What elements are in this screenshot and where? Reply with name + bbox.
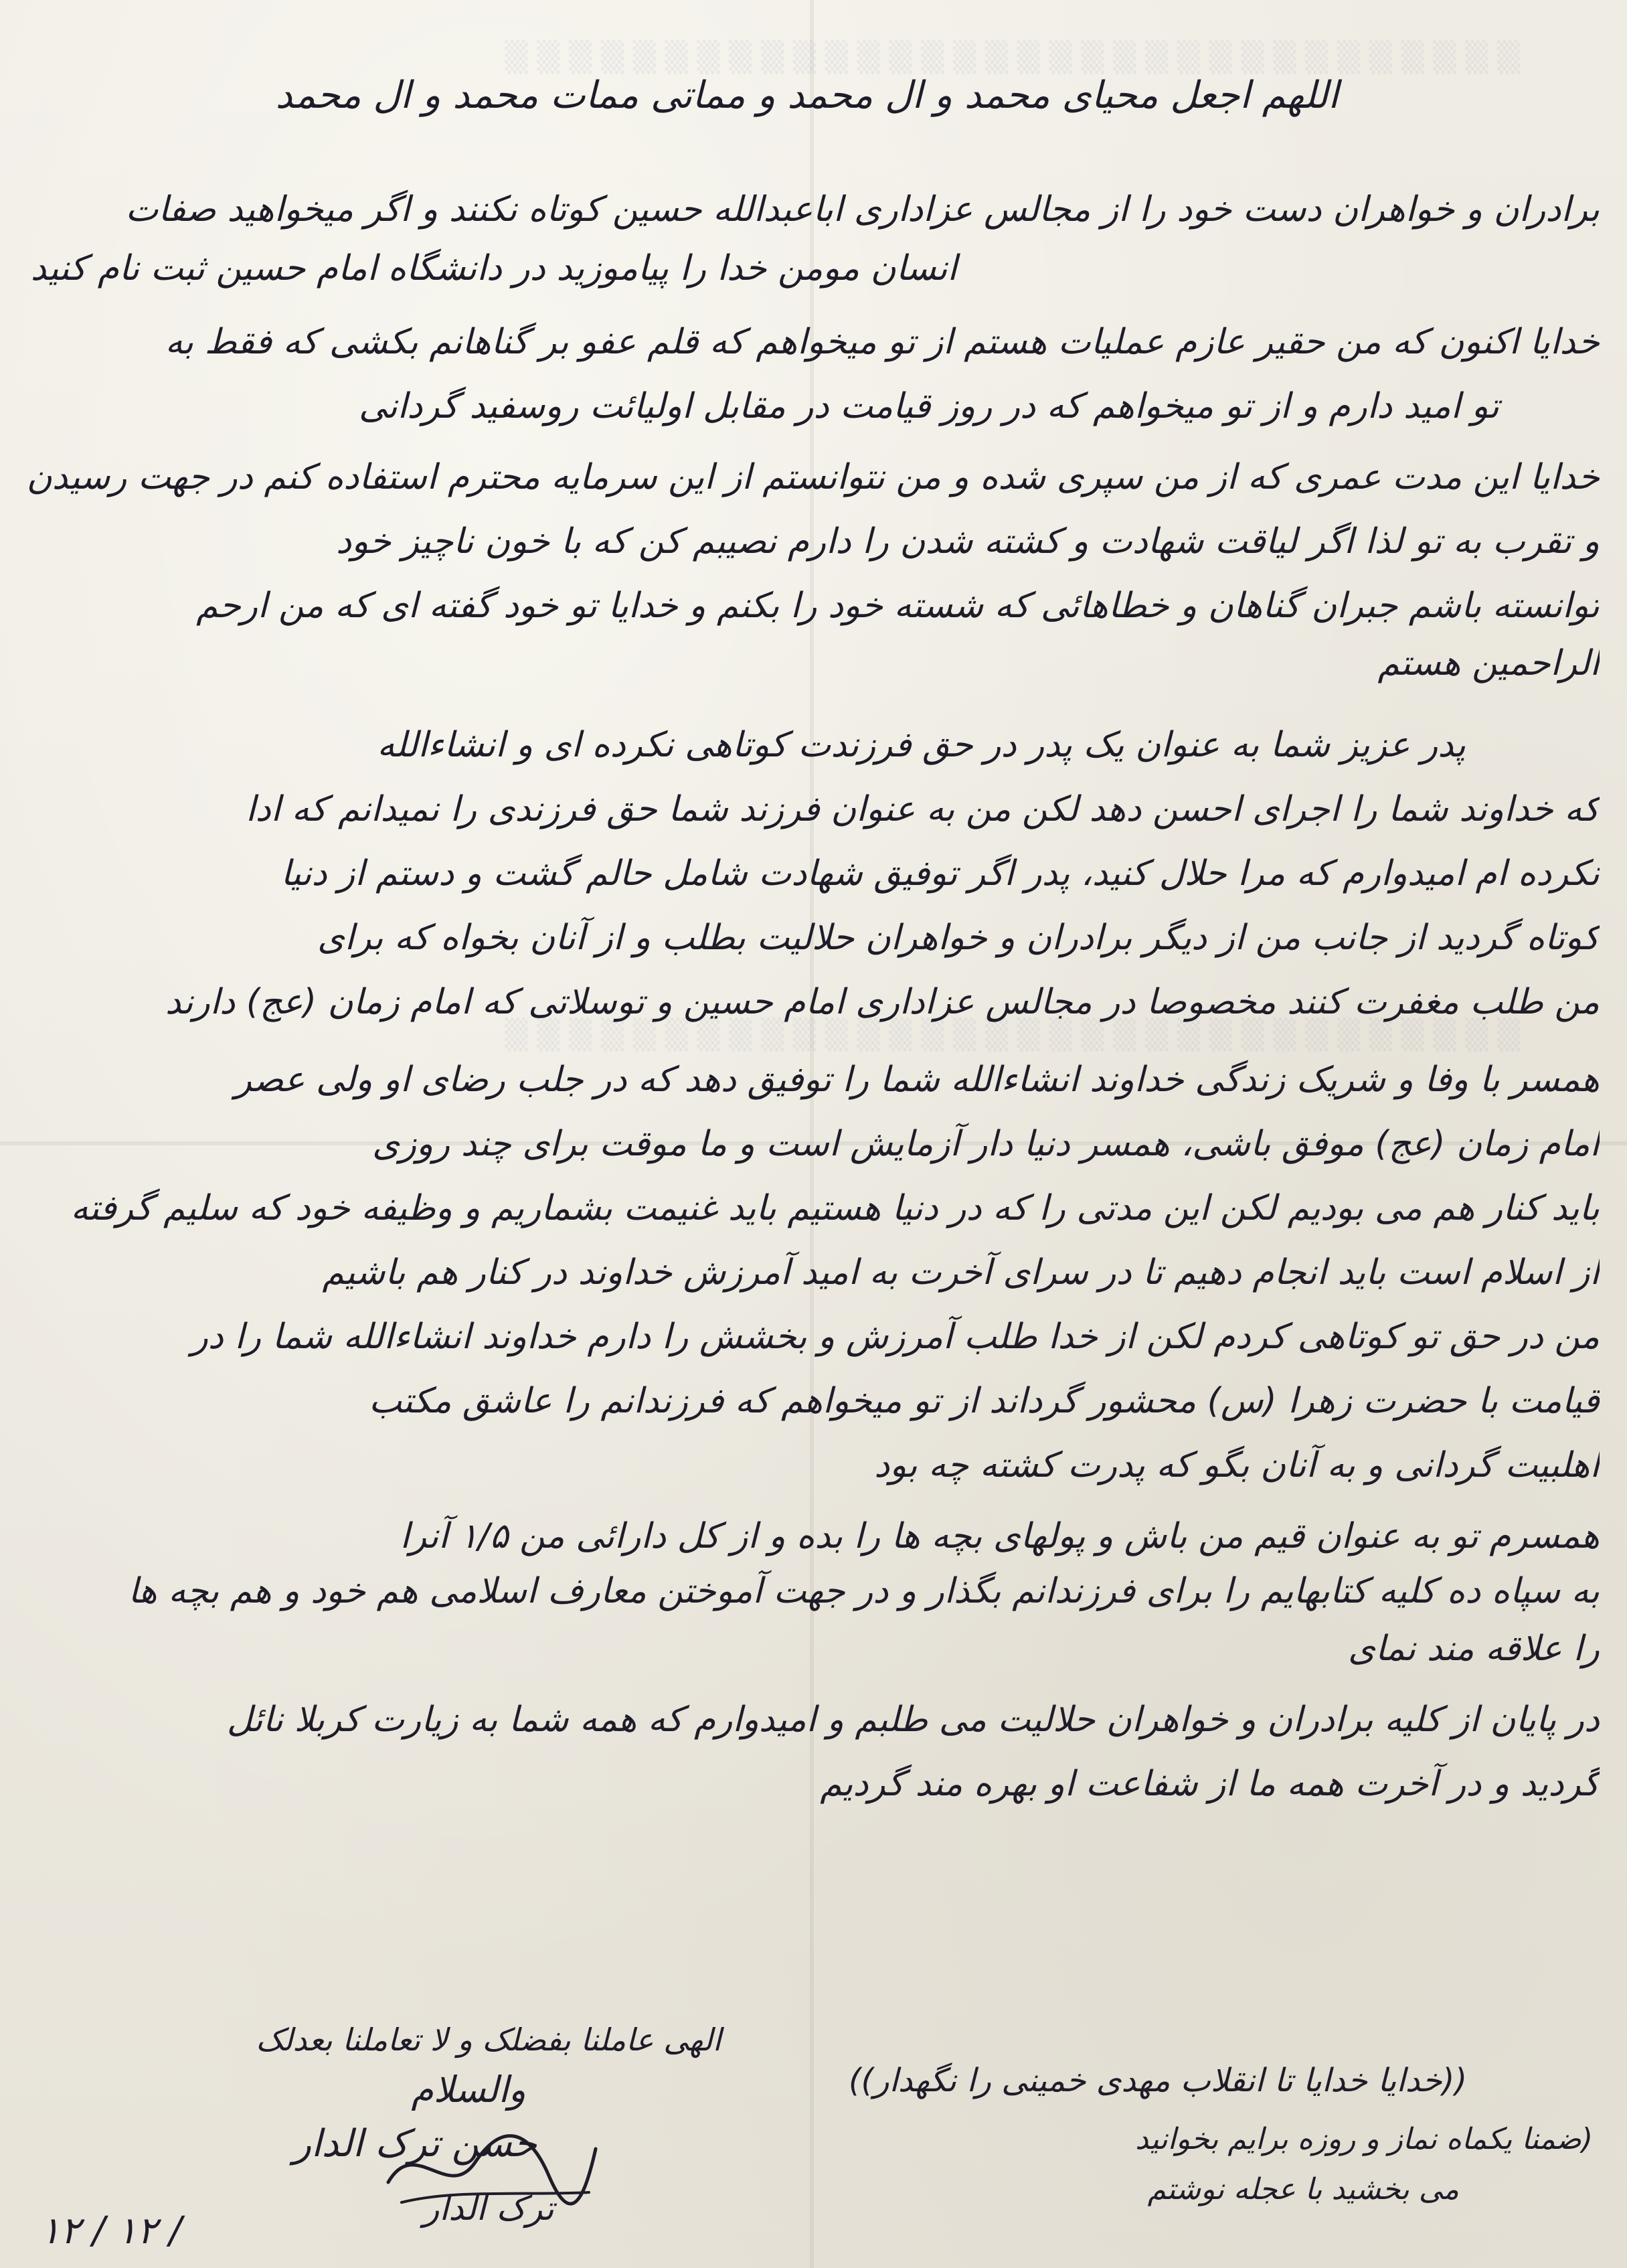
body-line: باید کنار هم می بودیم لکن این مدتی را که در دنیا هستیم باید غنیمت بشماریم و وظیفه خود که سلیم گرفته xyxy=(70,1188,1600,1228)
postscript-line: می بخشید با عجله نوشتم xyxy=(1147,2172,1459,2206)
body-line: برادران و خواهران دست خود را از مجالس عزاداری اباعبدالله حسین کوتاه نکنند و اگر میخواهید صفات xyxy=(125,189,1600,230)
letter-date: ۱۲ / ۱۲ / xyxy=(40,2209,182,2253)
body-line: را علاقه مند نمای xyxy=(1348,1629,1600,1669)
letter-body xyxy=(27,177,1600,1816)
body-line: توانسته باشم جبران گناهان و خطاهائی که شسته خود را بکنم و خدایا تو خود گفته ای که من ارحم xyxy=(196,586,1600,626)
body-line: که خداوند شما را اجرای احسن دهد لکن من به عنوان فرزند شما حق فرزندی را نمیدانم که ادا xyxy=(246,789,1600,829)
body-line: تو امید دارم و از تو میخواهم که در روز قیامت در مقابل اولیائت روسفید گردانی xyxy=(358,386,1499,426)
closing-slogan: ((خدایا خدایا تا انقلاب مهدی خمینی را نگهدار)) xyxy=(848,2062,1468,2099)
body-line: امام زمان (عج) موفق باشی، همسر دنیا دار آزمایش است و ما موقت برای چند روزی xyxy=(372,1124,1600,1164)
closing-prayer: الهی عاملنا بفضلک و لا تعاملنا بعدلک xyxy=(256,2022,721,2058)
body-line: اهلبیت گردانی و به آنان بگو که پدرت کشته چه بود xyxy=(874,1445,1600,1485)
body-line: در پایان از کلیه برادران و خواهران حلالیت می طلبم و امیدوارم که همه شما به زیارت کربلا نائل xyxy=(226,1700,1600,1740)
body-line: همسر با وفا و شریک زندگی خداوند انشاءالله شما را توفیق دهد که در جلب رضای او ولی عصر xyxy=(234,1060,1600,1100)
body-line: گردید و در آخرت همه ما از شفاعت او بهره مند گردیم xyxy=(820,1764,1600,1804)
body-line: به سپاه ده کلیه کتابهایم را برای فرزندانم بگذار و در جهت آموختن معارف اسلامی هم خود و هم بچه ها xyxy=(128,1571,1600,1611)
postscript-line: (ضمنا یکماه نماز و روزه برایم بخوانید xyxy=(1135,2122,1593,2156)
body-line: قیامت با حضرت زهرا (س) محشور گرداند از تو میخواهم که فرزندانم را عاشق مکتب xyxy=(369,1381,1600,1421)
body-line: خدایا اکنون که من حقیر عازم عملیات هستم از تو میخواهم که قلم عفو بر گناهانم بکشی که فقط به xyxy=(165,322,1600,362)
body-line: همسرم تو به عنوان قیم من باش و پولهای بچه ها را بده و از کل دارائی من ۱/۵ آنرا xyxy=(400,1516,1600,1556)
body-line: از اسلام است باید انجام دهیم تا در سرای آخرت به امید آمرزش خداوند در کنار هم باشیم xyxy=(322,1252,1600,1293)
bleed-through-texture: ▒ ▒ ▒ ▒ ▒ ▒ ▒ ▒ ▒ ▒ ▒ ▒ ▒ ▒ ▒ ▒ ▒ ▒ ▒ ▒ ▒ ▒ ▒ ▒ ▒ ▒ ▒ ▒ ▒ ▒ ▒ ▒ xyxy=(505,1018,1520,1052)
body-line: من طلب مغفرت کنند مخصوصا در مجالس عزاداری امام حسین و توسلاتی که امام زمان (عج) دارند xyxy=(165,982,1600,1022)
signature-name: حسن ترک الدار xyxy=(292,2122,537,2166)
body-line: پدر عزیز شما به عنوان یک پدر در حق فرزندت کوتاهی نکرده ای و انشاءالله xyxy=(377,725,1466,765)
body-line: من در حق تو کوتاهی کردم لکن از خدا طلب آمرزش و بخشش را دارم خداوند انشاءالله شما را در xyxy=(191,1317,1600,1357)
body-line: کوتاه گردید از جانب من از دیگر برادران و خواهران حلالیت بطلب و از آنان بخواه که برای xyxy=(317,918,1600,958)
letter-heading: اللهم اجعل محیای محمد و ال محمد و مماتی ممات محمد و ال محمد xyxy=(275,74,1339,117)
bleed-through-texture: ▒ ▒ ▒ ▒ ▒ ▒ ▒ ▒ ▒ ▒ ▒ ▒ ▒ ▒ ▒ ▒ ▒ ▒ ▒ ▒ ▒ ▒ ▒ ▒ ▒ ▒ ▒ ▒ ▒ ▒ ▒ ▒ xyxy=(505,40,1520,74)
salutation: والسلام xyxy=(411,2069,526,2111)
body-line: و تقرب به تو لذا اگر لیاقت شهادت و کشته شدن را دارم نصیبم کن که با خون ناچیز خود xyxy=(336,521,1600,562)
body-line: انسان مومن خدا را پیاموزید در دانشگاه امام حسین ثبت نام کنید xyxy=(30,248,957,289)
body-line: خدایا این مدت عمری که از من سپری شده و من نتوانستم از این سرمایه محترم استفاده کنم در جهت رسیدن xyxy=(27,457,1600,497)
body-line: نکرده ام امیدوارم که مرا حلال کنید، پدر اگر توفیق شهادت شامل حالم گشت و دستم از دنیا xyxy=(280,854,1600,894)
signature-extra: ترک الدار xyxy=(423,2189,554,2228)
body-line: الراحمین هستم xyxy=(1377,643,1600,683)
